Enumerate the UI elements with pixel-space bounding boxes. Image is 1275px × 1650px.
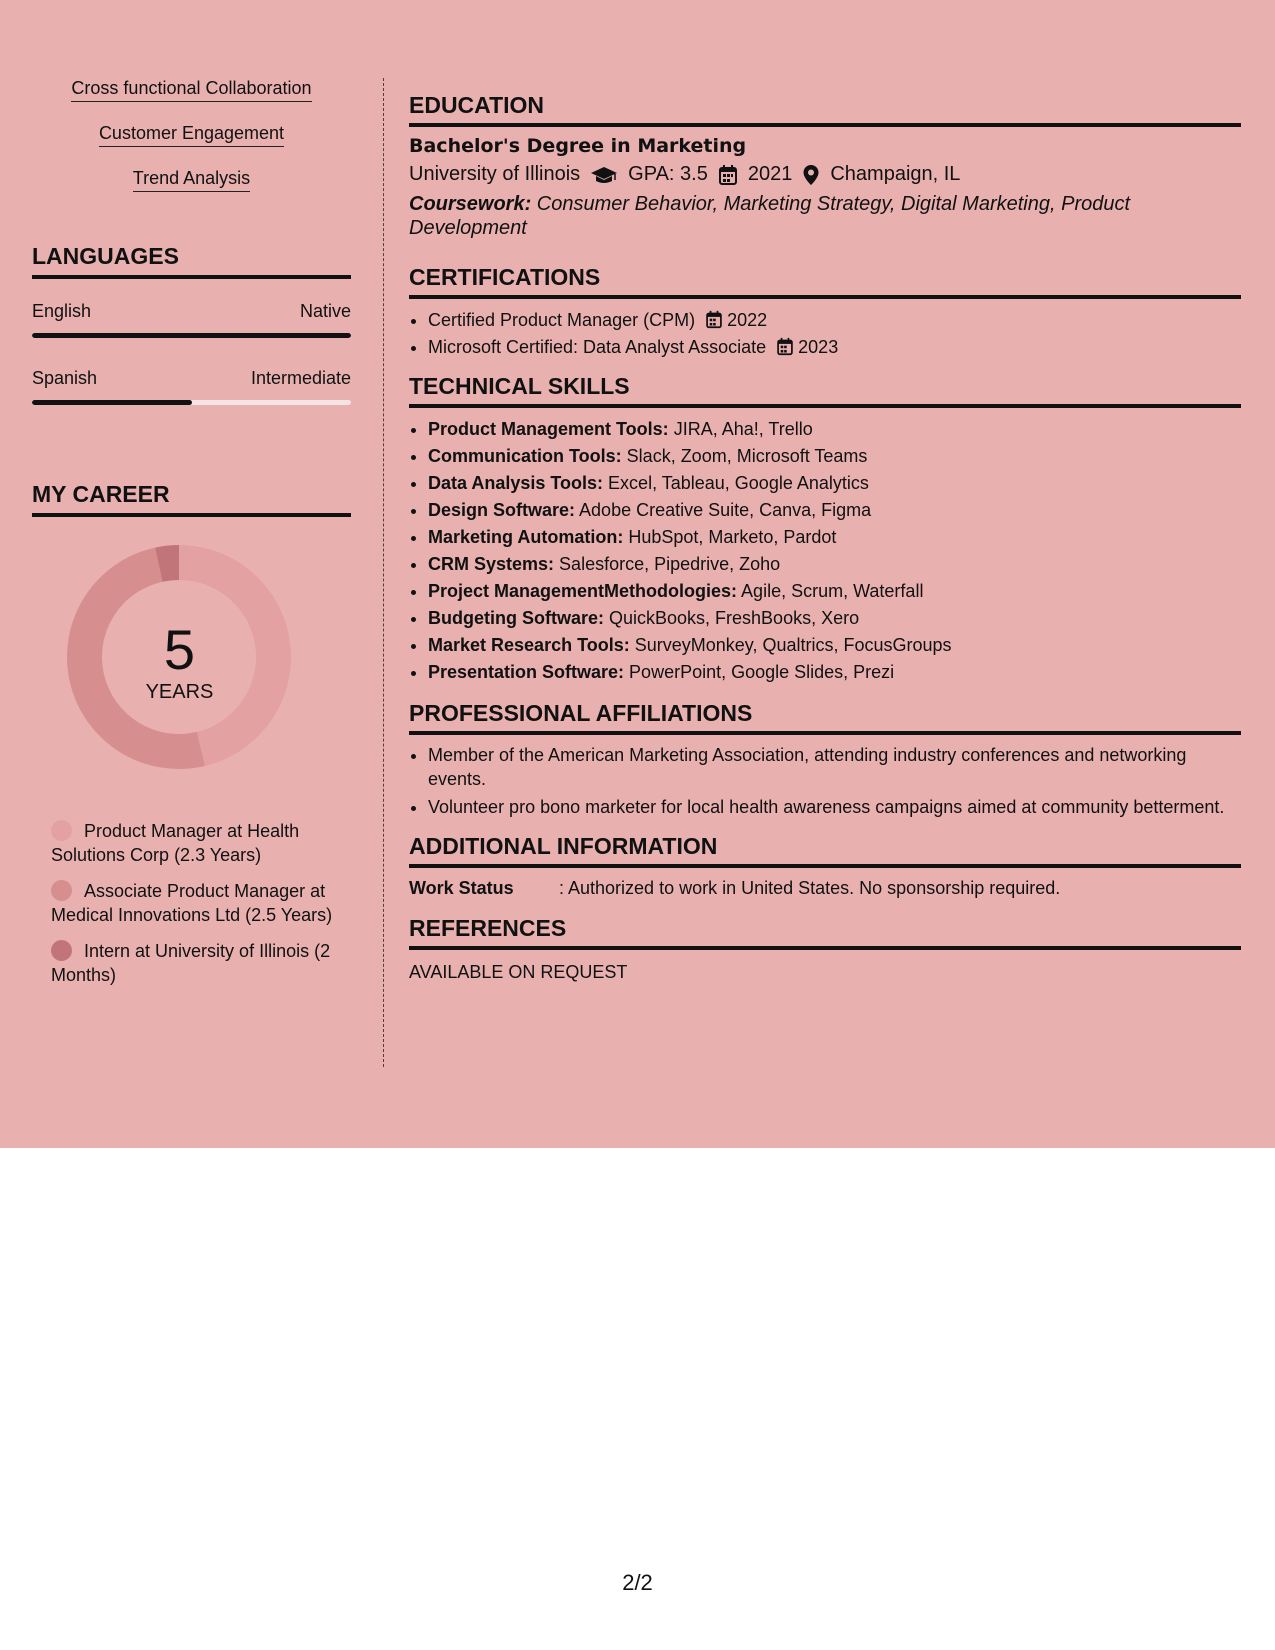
skill-values: Adobe Creative Suite, Canva, Figma (575, 500, 872, 520)
technical-skills-list (409, 416, 1241, 686)
list-item (428, 470, 1241, 497)
language-item (32, 301, 351, 338)
map-pin-icon (802, 164, 820, 186)
skill-category: Project ManagementMethodologies: (428, 581, 738, 601)
list-item (428, 416, 1241, 443)
list-item (428, 497, 1241, 524)
technical-skills-section (409, 373, 1241, 686)
page-number: 2/2 (622, 1570, 653, 1595)
list-item (428, 659, 1241, 686)
calendar-icon (718, 164, 738, 186)
career-section (32, 481, 351, 987)
gpa: GPA: 3.5 (628, 163, 708, 185)
career-donut (32, 545, 351, 795)
list-item (428, 632, 1241, 659)
skill-values: Salesforce, Pipedrive, Zoho (554, 554, 781, 574)
affiliations-section (409, 700, 1241, 819)
references-text: AVAILABLE ON REQUEST (409, 962, 628, 982)
graduation-year: 2021 (747, 163, 793, 185)
graduation-cap-icon (590, 165, 618, 185)
legend-label: Intern at University of Illinois (2 Months) (51, 941, 331, 985)
references-section (409, 915, 1241, 983)
language-item (32, 368, 351, 405)
skill-values: QuickBooks, FreshBooks, Xero (604, 608, 860, 628)
skill-link[interactable]: Trend Analysis (133, 168, 250, 192)
career-legend-item (51, 939, 336, 987)
skill-values: Excel, Tableau, Google Analytics (603, 473, 869, 493)
skill-category: Market Research Tools: (428, 635, 630, 655)
work-status-row (409, 878, 1241, 899)
skill-values: HubSpot, Marketo, Pardot (623, 527, 837, 547)
certifications-section (409, 264, 1241, 361)
career-legend (51, 819, 336, 987)
certification-name: Microsoft Certified: Data Analyst Associate (428, 337, 767, 357)
coursework (409, 192, 1241, 240)
language-name: Spanish (32, 368, 98, 388)
career-years-label: YEARS (145, 681, 214, 703)
skill-values: Agile, Scrum, Waterfall (737, 581, 924, 601)
language-bar-fill (32, 400, 192, 405)
legend-label: Product Manager at Health Solutions Corp (2.3 Years) (51, 821, 300, 865)
language-level: Native (299, 301, 351, 321)
affiliations-heading: PROFESSIONAL AFFILIATIONS (409, 700, 1241, 735)
legend-dot (51, 880, 72, 901)
language-bar-fill (32, 333, 351, 338)
skill-values: Slack, Zoom, Microsoft Teams (621, 446, 868, 466)
legend-dot (51, 820, 72, 841)
list-item (428, 443, 1241, 470)
calendar-icon (705, 310, 723, 329)
languages-heading: LANGUAGES (32, 243, 351, 279)
career-heading: MY CAREER (32, 481, 351, 517)
degree-title: Bachelor's Degree in Marketing (409, 135, 747, 157)
language-name: English (32, 301, 92, 321)
skill-category: Marketing Automation: (428, 527, 624, 547)
references-heading: REFERENCES (409, 915, 1241, 950)
career-legend-item (51, 819, 336, 867)
skill-values: SurveyMonkey, Qualtrics, FocusGroups (629, 635, 952, 655)
school-name: University of Illinois (409, 163, 581, 185)
language-bar (32, 333, 351, 338)
affiliations-list (409, 743, 1241, 819)
skill-category: Communication Tools: (428, 446, 622, 466)
skills-list (32, 78, 351, 213)
additional-info-section (409, 833, 1241, 899)
column-divider (383, 78, 384, 1067)
skill-category: Presentation Software: (428, 662, 625, 682)
career-years-value: 5 (163, 618, 196, 681)
skill-category: Design Software: (428, 500, 576, 520)
languages-section (32, 243, 351, 405)
legend-label: Associate Product Manager at Medical Innovations Ltd (2.5 Years) (51, 881, 333, 925)
right-column (409, 92, 1241, 983)
list-item (428, 334, 1241, 361)
certifications-heading: CERTIFICATIONS (409, 264, 1241, 299)
list-item: • Volunteer pro bono marketer for local health awareness campaigns aimed at community betterment. (428, 795, 1241, 819)
certification-name: Certified Product Manager (CPM) (428, 310, 696, 330)
left-column (32, 78, 351, 999)
technical-skills-heading: TECHNICAL SKILLS (409, 373, 1241, 408)
list-item (428, 524, 1241, 551)
skill-values: JIRA, Aha!, Trello (668, 419, 813, 439)
skill-category: Product Management Tools: (428, 419, 669, 439)
skill-category: Budgeting Software: (428, 608, 604, 628)
skill-values: PowerPoint, Google Slides, Prezi (624, 662, 895, 682)
language-level: Intermediate (250, 368, 351, 388)
list-item (428, 307, 1241, 334)
education-heading: EDUCATION (409, 92, 1241, 127)
legend-dot (51, 940, 72, 961)
calendar-icon (776, 337, 794, 356)
skill-link[interactable]: Customer Engagement (99, 123, 284, 147)
list-item (428, 605, 1241, 632)
education-meta (409, 163, 1241, 186)
certification-year: 2022 (727, 310, 768, 330)
skill-link[interactable]: Cross functional Collaboration (71, 78, 311, 102)
list-item (428, 551, 1241, 578)
career-legend-item (51, 879, 336, 927)
coursework-list: Consumer Behavior, Marketing Strategy, Digital Marketing, Product Development (409, 193, 1131, 239)
school-location: Champaign, IL (830, 163, 961, 185)
education-section (409, 92, 1241, 240)
skill-category: Data Analysis Tools: (428, 473, 604, 493)
additional-info-heading: ADDITIONAL INFORMATION (409, 833, 1241, 868)
certifications-list (409, 307, 1241, 361)
work-status-label: Work Status (409, 878, 514, 898)
list-item: • Member of the American Marketing Association, attending industry conferences and networking events. (428, 743, 1241, 791)
skill-category: CRM Systems: (428, 554, 555, 574)
work-status-value: : Authorized to work in United States. No sponsorship required. (559, 878, 1061, 898)
certification-year: 2023 (798, 337, 839, 357)
list-item (428, 578, 1241, 605)
coursework-label: Coursework: (409, 193, 532, 215)
language-bar (32, 400, 351, 405)
